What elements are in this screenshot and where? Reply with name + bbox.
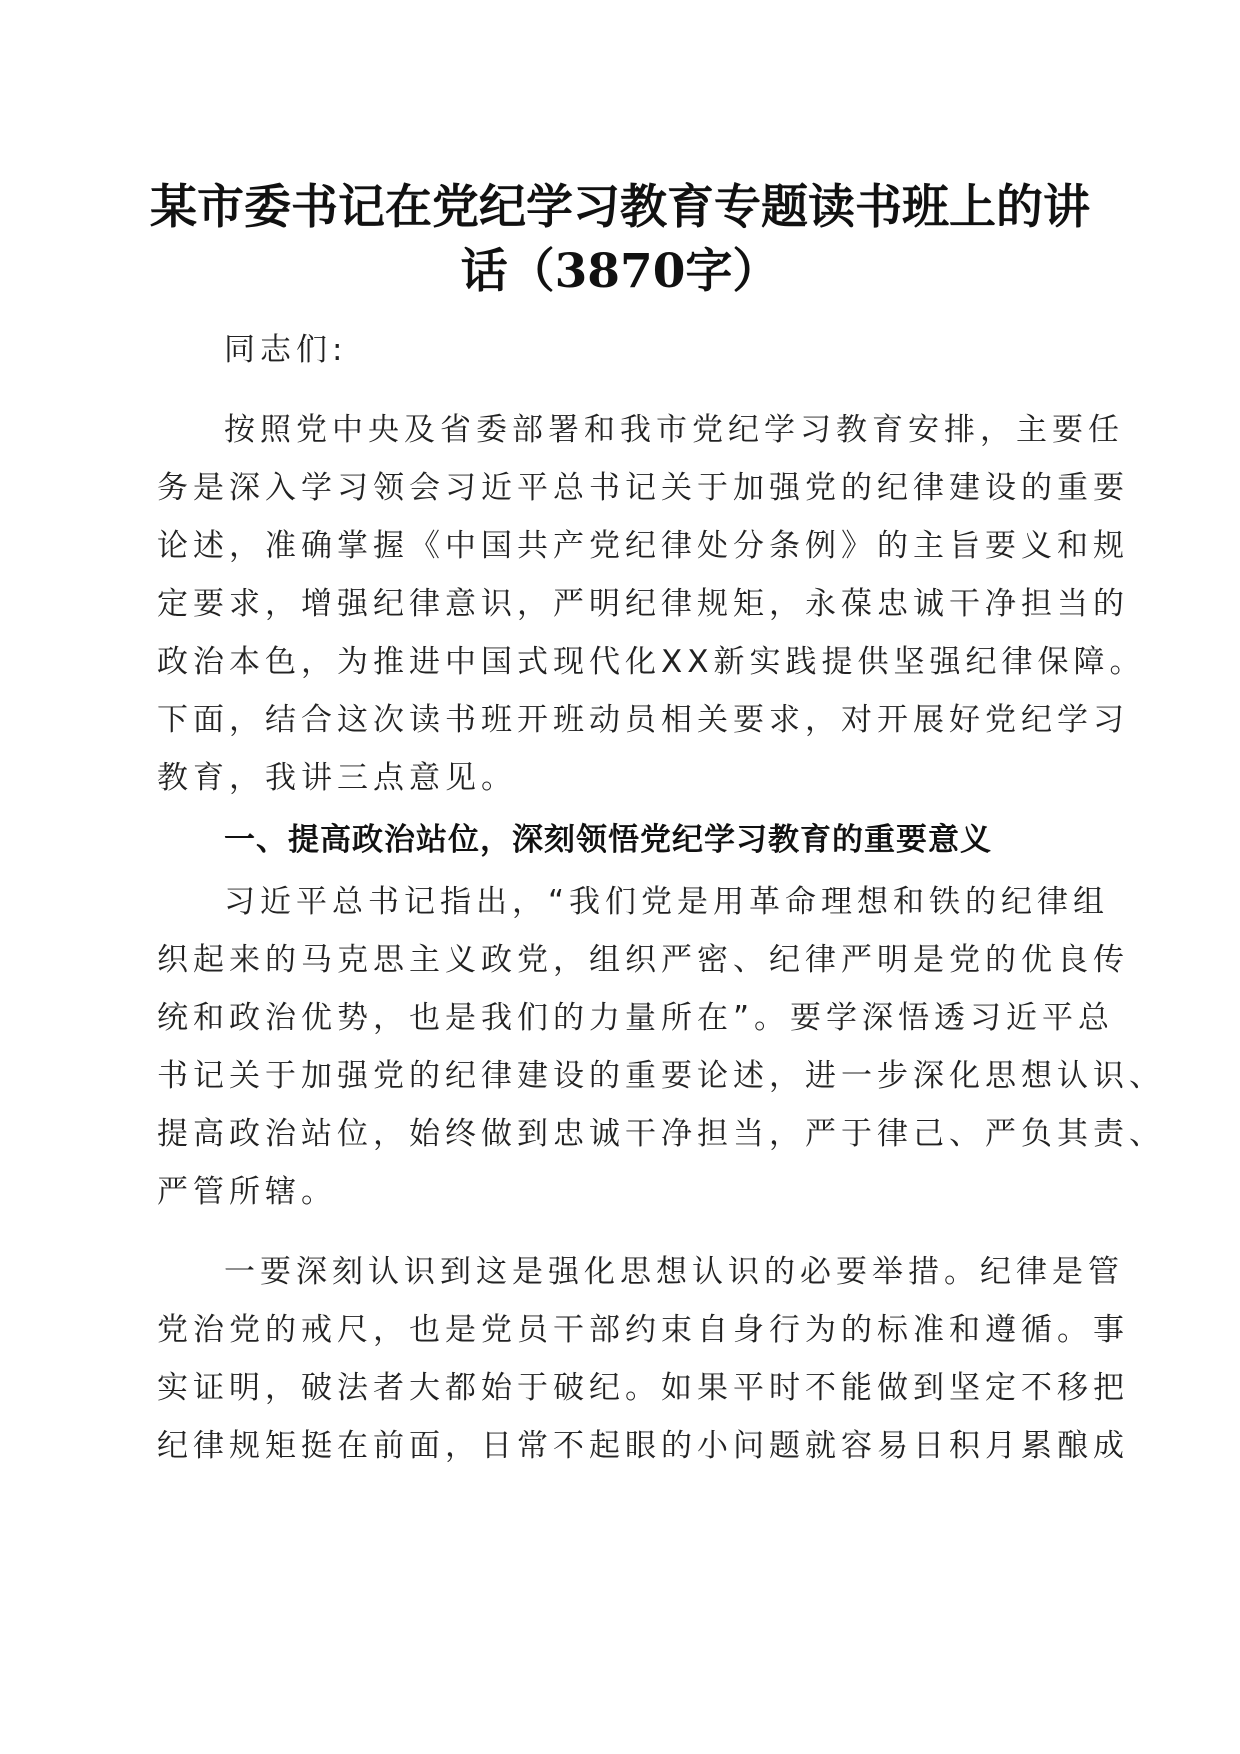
paragraph-line: 统和政治优势，也是我们的力量所在”。要学深悟透习近平总 — [157, 1000, 1115, 1036]
salutation: 同志们: — [224, 332, 348, 368]
document-title-line-2: 话（3870字） — [460, 244, 780, 299]
section-heading: 一、提高政治站位，深刻领悟党纪学习教育的重要意义 — [224, 822, 992, 858]
paragraph-line: 织起来的马克思主义政党，组织严密、纪律严明是党的优良传 — [157, 942, 1129, 978]
paragraph-line: 纪律规矩挺在前面，日常不起眼的小问题就容易日积月累酿成 — [157, 1428, 1129, 1464]
paragraph-line: 教育，我讲三点意见。 — [157, 760, 517, 796]
paragraph-line: 实证明，破法者大都始于破纪。如果平时不能做到坚定不移把 — [157, 1370, 1129, 1406]
paragraph-line: 下面，结合这次读书班开班动员相关要求，对开展好党纪学习 — [157, 702, 1129, 738]
paragraph-line: 习近平总书记指出，“我们党是用革命理想和铁的纪律组 — [224, 884, 1110, 920]
paragraph-line: 论述，准确掌握《中国共产党纪律处分条例》的主旨要义和规 — [157, 528, 1129, 564]
paragraph-line: 按照党中央及省委部署和我市党纪学习教育安排，主要任 — [224, 412, 1124, 448]
paragraph-line: 定要求，增强纪律意识，严明纪律规矩，永葆忠诚干净担当的 — [157, 586, 1129, 622]
paragraph-line: 书记关于加强党的纪律建设的重要论述，进一步深化思想认识、 — [157, 1058, 1165, 1094]
paragraph-line: 严管所辖。 — [157, 1174, 337, 1210]
paragraph-line: 一要深刻认识到这是强化思想认识的必要举措。纪律是管 — [224, 1254, 1124, 1290]
paragraph-line: 党治党的戒尺，也是党员干部约束自身行为的标准和遵循。事 — [157, 1312, 1129, 1348]
document-title-line-1: 某市委书记在党纪学习教育专题读书班上的讲 — [150, 180, 1090, 235]
paragraph-line: 提高政治站位，始终做到忠诚干净担当，严于律己、严负其责、 — [157, 1116, 1165, 1152]
paragraph-line: 务是深入学习领会习近平总书记关于加强党的纪律建设的重要 — [157, 470, 1129, 506]
paragraph-line: 政治本色，为推进中国式现代化XX新实践提供坚强纪律保障。 — [157, 644, 1146, 680]
